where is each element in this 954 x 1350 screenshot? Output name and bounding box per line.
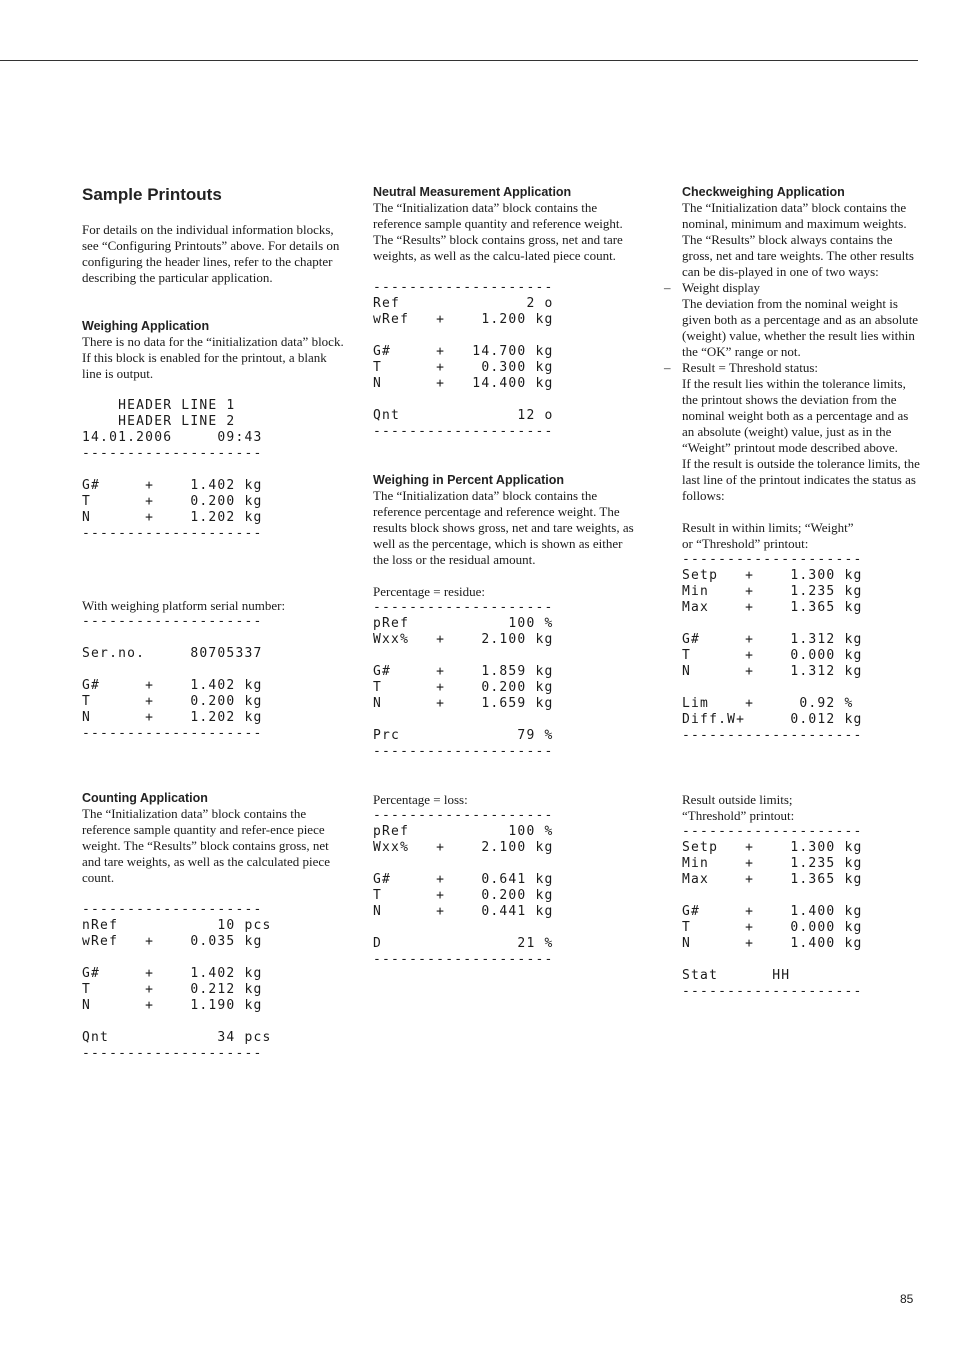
counting-text: The “Initialization data” block contains the reference sample quantity and refer-ence piece weight. The “Results” block contains gross, net and tare weights, as well as the calculated piece count. (82, 806, 330, 885)
within-label: Result in within limits; “Weight” or “Threshold” printout: (682, 520, 854, 551)
dash-bullet: – (664, 280, 671, 295)
page-number: 85 (900, 1292, 914, 1306)
weighing-printout: HEADER LINE 1 HEADER LINE 2 14.01.2006 09:43 -------------------- G# + 1.402 kg T + 0.200 kg N + 1.202 kg -------------------- (82, 398, 263, 541)
check-option-weight: – Weight display The deviation from the nominal weight is given both as a percentage and as an absolute (weight) value, whether the result lies within the “OK” range or not. (664, 280, 919, 359)
counting-heading: Counting Application (82, 791, 208, 805)
outside-label: Result outside limits; “Threshold” printout: (682, 792, 795, 823)
weighing-heading: Weighing Application (82, 319, 210, 333)
within-printout: -------------------- Setp + 1.300 kg Min + 1.235 kg Max + 1.365 kg G# + 1.312 kg T + 0.000 kg N + 1.312 kg Lim + 0.92 % Diff.W+ 0.012 kg -------------------- (682, 552, 863, 743)
neutral-heading: Neutral Measurement Application (373, 185, 572, 199)
check-heading: Checkweighing Application (682, 185, 845, 199)
column-middle (373, 184, 635, 968)
weighing-text: There is no data for the “initialization data” block. If this block is enabled for the printout, a blank line is output. (82, 334, 344, 381)
neutral-printout: -------------------- Ref 2 o wRef + 1.200 kg G# + 14.700 kg T + 0.300 kg N + 14.400 kg Qnt 12 o -------------------- (373, 280, 554, 439)
check-option-threshold: – Result = Threshold status: If the result lies within the tolerance limits, the printout shows the deviation from the nominal weight both as a percentage and as an absolute (weight) value, just as in the “Weight” printout mode described above. If the result is outside the tolerance limits, the last line of the printout indicates the status as follows: (664, 360, 920, 503)
loss-label: Percentage = loss: (373, 792, 468, 807)
counting-printout: -------------------- nRef 10 pcs wRef + 0.035 kg G# + 1.402 kg T + 0.212 kg N + 1.190 kg Qnt 34 pcs -------------------- (82, 902, 272, 1061)
column-left (82, 184, 344, 1062)
residue-printout: -------------------- pRef 100 % Wxx% + 2.100 kg G# + 1.859 kg T + 0.200 kg N + 1.659 kg Prc 79 % -------------------- (373, 600, 554, 759)
percent-heading: Weighing in Percent Application (373, 473, 564, 487)
dash-bullet: – (664, 360, 671, 375)
residue-label: Percentage = residue: (373, 584, 486, 599)
intro-text: For details on the individual information blocks, see “Configuring Printouts” above. For details on configuring the header lines, refer to the chapter describing the particular application. (82, 222, 340, 285)
loss-printout: -------------------- pRef 100 % Wxx% + 2.100 kg G# + 0.641 kg T + 0.200 kg N + 0.441 kg D 21 % -------------------- (373, 808, 554, 967)
page-title: Sample Printouts (82, 185, 222, 204)
percent-text: The “Initialization data” block contains the reference percentage and reference weight. The results block shows gross, net and tare weights, as well as the percentage, which is shown as either the loss or the residual amount. (373, 488, 634, 567)
outside-printout: -------------------- Setp + 1.300 kg Min + 1.235 kg Max + 1.365 kg G# + 1.400 kg T + 0.000 kg N + 1.400 kg Stat HH -------------------- (682, 824, 863, 999)
serial-printout: -------------------- Ser.no. 80705337 G# + 1.402 kg T + 0.200 kg N + 1.202 kg -------------------- (82, 614, 263, 741)
neutral-text: The “Initialization data” block contains the reference sample quantity and reference weight. The “Results” block contains gross, net and tare weights, as well as the calcu-lated piece count. (373, 200, 623, 263)
check-options-list (664, 280, 922, 504)
column-right (664, 184, 922, 1000)
check-text: The “Initialization data” block contains the nominal, minimum and maximum weights. The “Results” block always contains the gross, net and tare weights. The other results can be dis-played in one of two ways: (682, 200, 914, 279)
top-rule (0, 60, 918, 61)
serial-label: With weighing platform serial number: (82, 598, 286, 613)
